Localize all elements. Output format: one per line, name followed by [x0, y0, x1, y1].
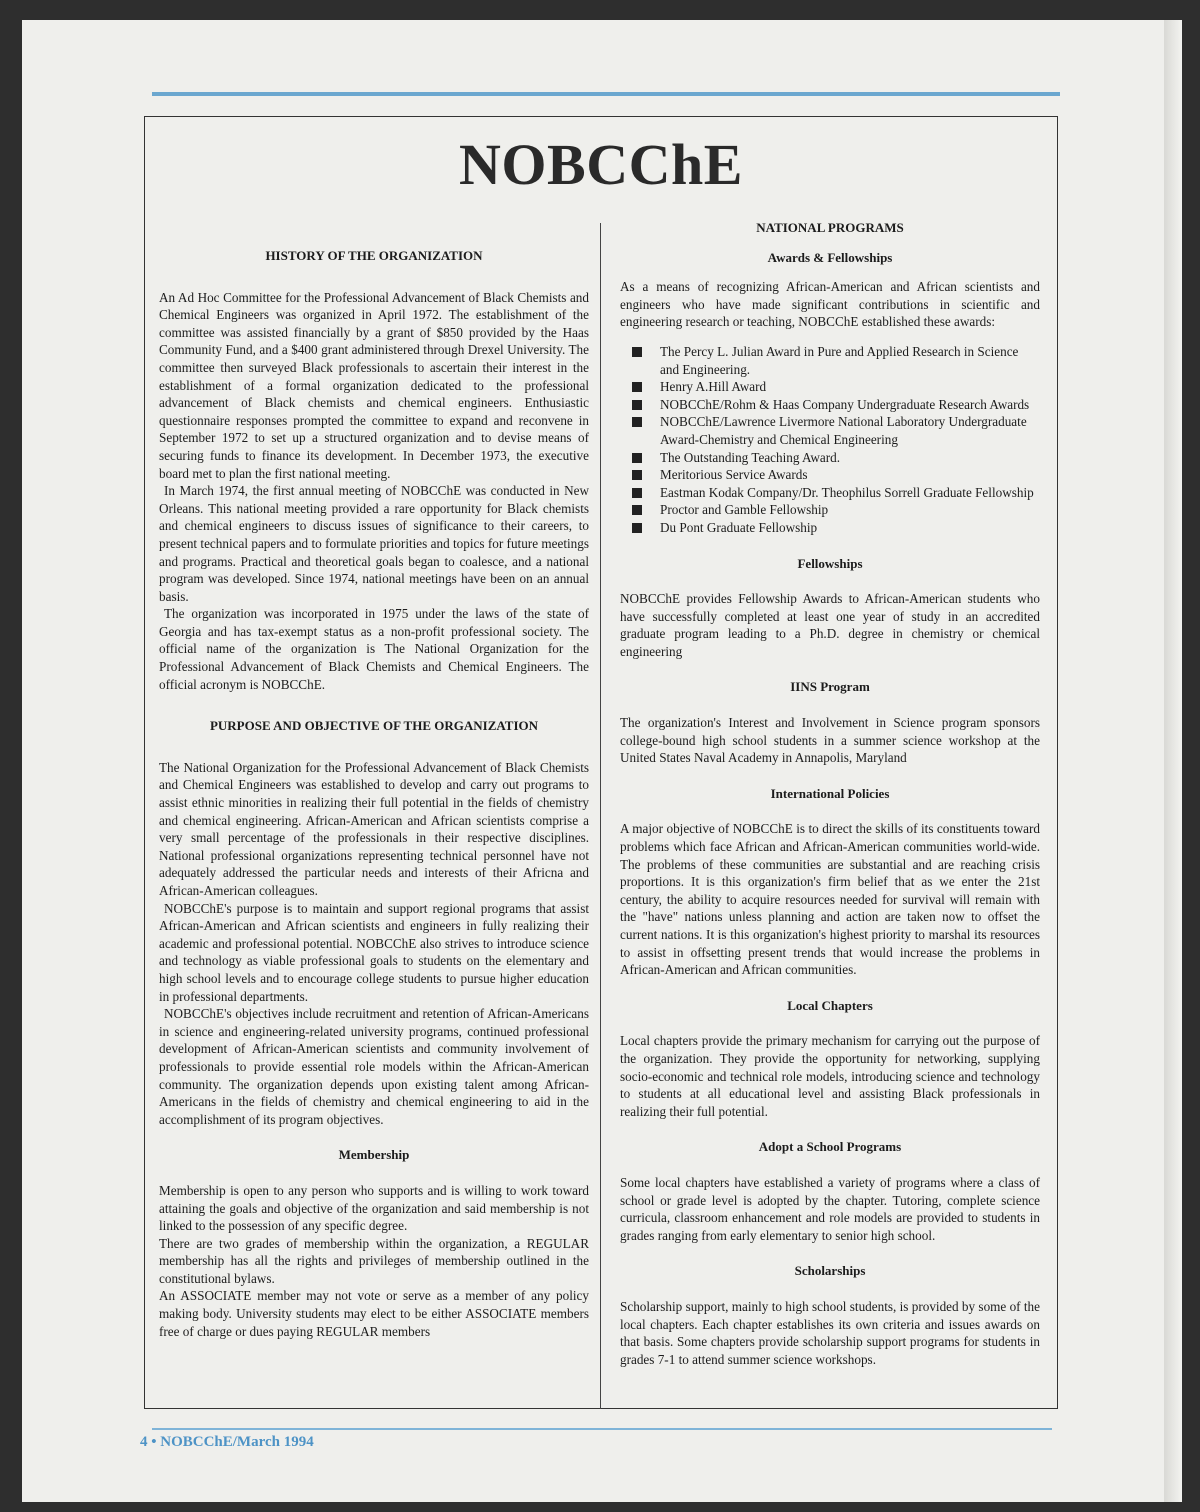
award-item	[620, 343, 1040, 378]
award-item	[620, 378, 1040, 396]
column-divider	[600, 223, 601, 1409]
left-column	[159, 247, 589, 1340]
page-title: NOBCChE	[459, 132, 743, 197]
award-item	[620, 466, 1040, 484]
square-bullet-icon	[632, 470, 642, 480]
page-footer: 4 • NOBCChE/March 1994	[140, 1434, 314, 1450]
award-item	[620, 519, 1040, 537]
square-bullet-icon	[632, 488, 642, 498]
scholarships-heading: Scholarships	[794, 1263, 866, 1279]
history-paragraph: In March 1974, the first annual meeting of NOBCChE was conducted in New Orleans. This national meeting provided a rare opportunity for Black chemists and chemical engineers to discuss issues of significance to their careers, to present technical papers and to formulate priorities and topics for future meetings and programs. Practical and theoretical goals began to coalesce, and a national program was developed. Since 1974, national meetings have been on an annual basis.	[159, 483, 589, 604]
award-label: Meritorious Service Awards	[660, 467, 808, 483]
award-label: Eastman Kodak Company/Dr. Theophilus Sorrell Graduate Fellowship	[660, 484, 1034, 500]
award-item	[620, 501, 1040, 519]
local-chapters-heading: Local Chapters	[787, 997, 873, 1013]
award-item	[620, 413, 1040, 448]
awards-heading: Awards & Fellowships	[767, 249, 893, 265]
magazine-page	[22, 20, 1182, 1502]
award-label: NOBCChE/Lawrence Livermore National Laboratory Undergraduate Award-Chemistry and Chemical Engineering	[660, 414, 1027, 447]
award-label: The Outstanding Teaching Award.	[660, 449, 841, 465]
award-item	[620, 449, 1040, 467]
national-programs-heading: NATIONAL PROGRAMS	[756, 220, 904, 235]
purpose-heading: PURPOSE AND OBJECTIVE OF THE ORGANIZATION	[209, 718, 539, 734]
history-paragraph: An Ad Hoc Committee for the Professional Advancement of Black Chemists and Chemical Engineers was organized in April 1972. The establishment of the committee was assisted financially by a grant of $850 provided by the Haas Community Fund, and a $400 grant administered through Drexel University. The committee then surveyed Black professionals to ascertain their interest in the establishment of a formal organization dedicated to the professional advancement of Black chemists and chemical engineers. Enthusiastic questionnaire responses prompted the committee to expand and reconvene in September 1972 to set up a structured organization and to devise means of securing funds to finance its development. In December 1973, the executive board met to plan the first national meeting.	[159, 289, 589, 481]
bottom-rule	[152, 1428, 1052, 1430]
top-rule	[152, 92, 1060, 96]
membership-paragraph: An ASSOCIATE member may not vote or serve as a member of any policy making body. University students may elect to be either ASSOCIATE members free of charge or dues paying REGULAR members	[159, 1288, 589, 1339]
square-bullet-icon	[632, 505, 642, 515]
fellowships-text: NOBCChE provides Fellowship Awards to African-American students who have successfully completed at least one year of study in an accredited graduate program leading to a Ph.D. degree in chemistry or chemical engineering	[620, 591, 1040, 659]
award-label: NOBCChE/Rohm & Haas Company Undergraduate Research Awards	[660, 396, 1030, 412]
award-label: Henry A.Hill Award	[660, 379, 767, 395]
award-item	[620, 396, 1040, 414]
purpose-paragraph: The National Organization for the Professional Advancement of Black Chemists and Chemical Engineers was established to develop and carry out programs to assist ethnic minorities in realizing their full potential in the fields of chemistry and chemical engineering. African-American and African scientists comprise a very small percentage of the professionals in their respective disciplines. National professional organizations representing technical personnel have not adequately addressed the particular needs and interests of their Africna and African-American colleagues.	[159, 759, 589, 898]
history-paragraph: The organization was incorporated in 1975 under the laws of the state of Georgia and has tax-exempt status as a non-profit professional society. The official name of the organization is The National Organization for the Professional Advancement of Black Chemists and Chemical Engineers. The official acronym is NOBCChE.	[159, 606, 589, 692]
right-column	[620, 219, 1040, 1368]
international-heading: International Policies	[770, 785, 890, 801]
adopt-school-text: Some local chapters have established a variety of programs where a class of school or grade level is adopted by the chapter. Tutoring, complete science curricula, classroom enhancement and role models are provided to students in grades ranging from early elementary to senior high school.	[620, 1174, 1040, 1243]
membership-heading: Membership	[338, 1147, 410, 1163]
square-bullet-icon	[632, 347, 642, 357]
award-label: The Percy L. Julian Award in Pure and Applied Research in Science and Engineering.	[660, 343, 1019, 377]
iins-heading: IINS Program	[790, 679, 870, 695]
membership-paragraph: Membership is open to any person who supports and is willing to work toward attaining the goals and objective of the organization and said membership is not linked to the possession of any specific degree.	[159, 1182, 589, 1234]
purpose-paragraph: NOBCChE's purpose is to maintain and support regional programs that assist African-American and African scientists and engineers in fully realizing their academic and professional potential. NOBCChE also strives to introduce science and technology as viable professional goals to students on the elementary and high school levels and to encourage college students to pursue higher education in professional departments.	[159, 900, 589, 1004]
square-bullet-icon	[632, 382, 642, 392]
award-item	[620, 484, 1040, 502]
iins-text: The organization's Interest and Involvement in Science program sponsors college-bound high school students in a summer science workshop at the United States Naval Academy in Annapolis, Maryland	[620, 715, 1040, 766]
local-chapters-text: Local chapters provide the primary mechanism for carrying out the purpose of the organization. They provide the opportunity for networking, supplying socio-economic and technical role models, introducing science and technology to students at all educational level and assisting Black professionals in realizing their full potential.	[620, 1033, 1040, 1119]
awards-list	[620, 343, 1040, 537]
international-text: A major objective of NOBCChE is to direct the skills of its constituents toward problems which face African and African-American communities world-wide. The problems of these communities are substantial and are reaching crisis proportions. It is this organization's firm belief that as we enter the 21st century, the ability to acquire resources needed for survival will remain with the "have" nations unless planning and action are taken now to offset the current nations. It is this organization's highest priority to marshal its resources to assist in offsetting present trends that would increase the problems in African-American and African communities.	[620, 821, 1040, 978]
scholarships-text: Scholarship support, mainly to high school students, is provided by some of the local chapters. Each chapter establishes its own criteria and issues awards on that basis. Some chapters provide scholarship support programs for students in grades 7-1 to attend summer science workshops.	[620, 1298, 1040, 1367]
fellowships-heading: Fellowships	[797, 555, 863, 571]
purpose-paragraph: NOBCChE's objectives include recruitment and retention of African-Americans in science and engineering-related university programs, continued professional development of African-American scientists and community involvement of professionals to provide essential role models within the African-American community. The organization depends upon existing talent among African-Americans in the fields of chemistry and chemical engineering to aid in the accomplishment of its program objectives.	[159, 1006, 589, 1127]
square-bullet-icon	[632, 417, 642, 427]
award-label: Proctor and Gamble Fellowship	[660, 502, 829, 518]
article-box	[144, 116, 1058, 1409]
history-heading: HISTORY OF THE ORGANIZATION	[265, 248, 483, 263]
square-bullet-icon	[632, 453, 642, 463]
award-label: Du Pont Graduate Fellowship	[660, 519, 818, 535]
square-bullet-icon	[632, 523, 642, 533]
awards-intro: As a means of recognizing African-American and African scientists and engineers who have made significant contributions in scientific and engineering research or teaching, NOBCChE established these awards:	[620, 279, 1040, 330]
membership-paragraph: There are two grades of membership within the organization, a REGULAR membership has all the rights and privileges of membership outlined in the constitutional bylaws.	[159, 1235, 589, 1286]
adopt-school-heading: Adopt a School Programs	[758, 1139, 902, 1155]
page-edge	[1164, 20, 1182, 1502]
square-bullet-icon	[632, 400, 642, 410]
